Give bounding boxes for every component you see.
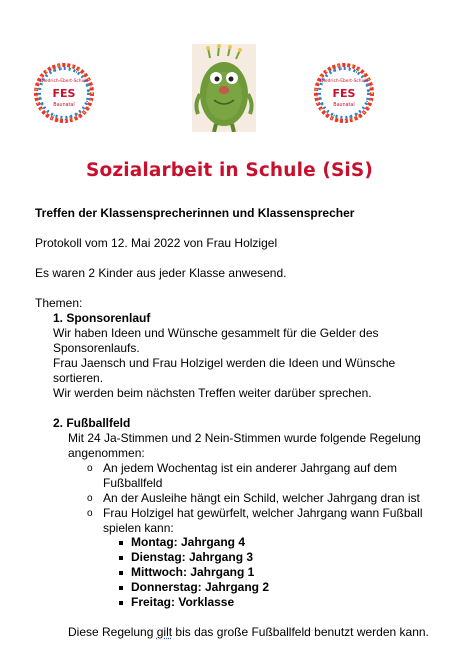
topic-1-line: sortieren.	[53, 371, 104, 385]
topic-1-line: Sponsorenlaufs.	[53, 341, 140, 355]
rule-bullet: An jedem Wochentag ist ein anderer Jahrgang auf dem	[103, 461, 397, 475]
schedule-item: Montag: Jahrgang 4	[131, 535, 246, 549]
circle-bullet-icon: o	[87, 508, 93, 519]
circle-bullet-icon: o	[87, 493, 93, 504]
square-bullet-icon	[119, 541, 123, 545]
topic-1-title: 1. Sponsorenlauf	[53, 311, 151, 325]
schedule-item: Donnerstag: Jahrgang 2	[131, 580, 270, 594]
rule-bullet: spielen kann:	[103, 521, 174, 535]
topics-label: Themen:	[35, 296, 83, 310]
monster-illustration	[192, 44, 256, 132]
circle-bullet-icon: o	[87, 463, 93, 474]
logo-fes-text: FES	[52, 87, 76, 100]
topic-2-title: 2. Fußballfeld	[53, 416, 131, 430]
logo-fes-text: FES	[332, 87, 356, 100]
rule-bullet: An der Ausleihe hängt ein Schild, welcher Jahrgang dran ist	[103, 491, 420, 505]
schedule-item: Mittwoch: Jahrgang 1	[131, 565, 255, 579]
school-logo-left	[33, 62, 95, 124]
logo-town-text: Baunatal	[333, 103, 355, 108]
topic-2-intro: angenommen:	[68, 446, 145, 460]
square-bullet-icon	[119, 571, 123, 575]
schedule-item: Dienstag: Jahrgang 3	[131, 550, 254, 564]
attendance-line: Es waren 2 Kinder aus jeder Klasse anwesend.	[35, 266, 287, 280]
closing-note: Diese Regelung gilt bis das große Fußballfeld benutzt werden kann.	[68, 625, 429, 639]
schedule-item: Freitag: Vorklasse	[131, 595, 235, 609]
square-bullet-icon	[119, 556, 123, 560]
topic-1-line: Wir werden beim nächsten Treffen weiter darüber sprechen.	[53, 386, 372, 400]
rule-bullet: Fußballfeld	[103, 476, 163, 490]
rule-bullet: Frau Holzigel hat gewürfelt, welcher Jahrgang wann Fußball	[103, 506, 423, 520]
topic-1-line: Wir haben Ideen und Wünsche gesammelt für die Gelder des	[53, 326, 379, 340]
spellcheck-word: gilt	[156, 625, 173, 639]
document-heading: Treffen der Klassensprecherinnen und Klassensprecher	[35, 206, 355, 220]
school-logo-right	[313, 62, 375, 124]
topic-1-line: Frau Jaensch und Frau Holzigel werden die Ideen und Wünsche	[53, 356, 396, 370]
banner-title: Sozialarbeit in Schule (SiS)	[86, 160, 374, 181]
protocol-line: Protokoll vom 12. Mai 2022 von Frau Holzigel	[35, 236, 278, 250]
logo-ring-text: Friedrich-Ebert-Schule	[319, 79, 369, 84]
logo-town-text: Baunatal	[53, 103, 75, 108]
square-bullet-icon	[119, 586, 123, 590]
logo-ring-text: Friedrich-Ebert-Schule	[39, 79, 89, 84]
square-bullet-icon	[119, 601, 123, 605]
topic-2-intro: Mit 24 Ja-Stimmen und 2 Nein-Stimmen wurde folgende Regelung	[68, 431, 421, 445]
